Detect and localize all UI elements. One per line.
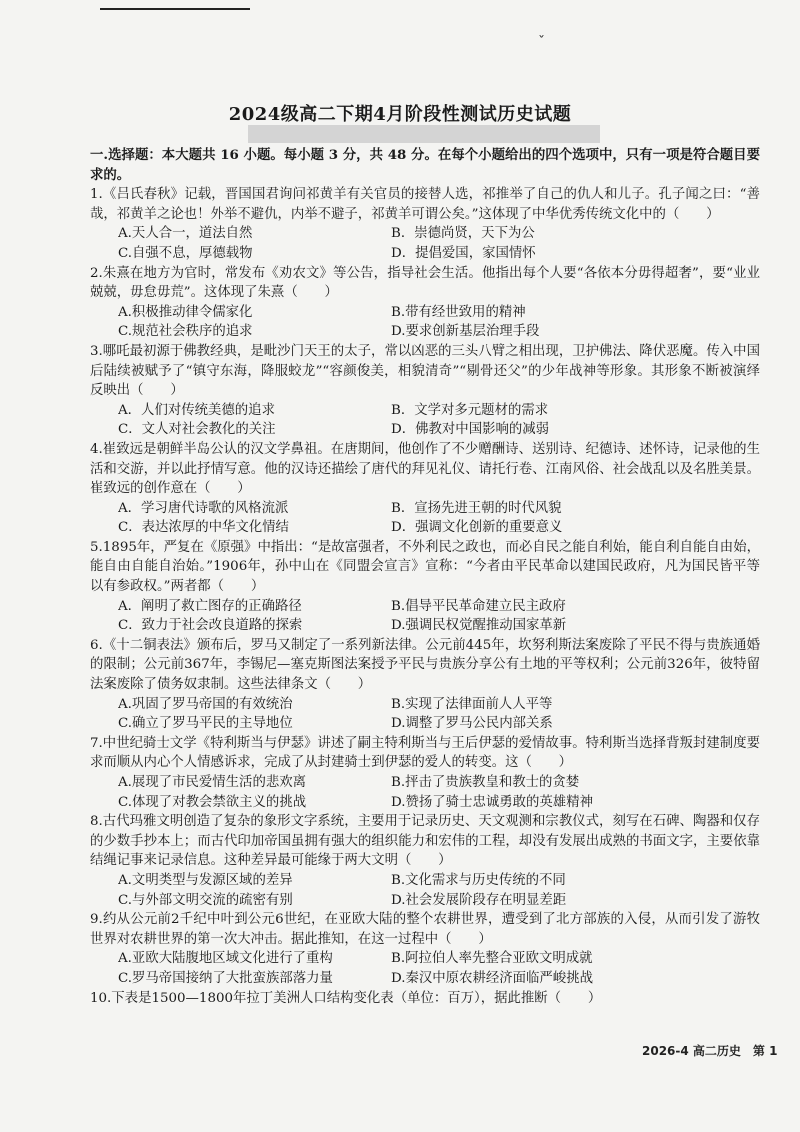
- option-D: D.强调民权觉醒推动国家革新: [391, 618, 567, 634]
- question-list: [90, 185, 760, 1008]
- option-A: A．学习唐代诗歌的风格流派: [118, 500, 289, 516]
- question-8: [90, 812, 760, 910]
- option-grid: [90, 773, 760, 812]
- question-7: [90, 734, 760, 812]
- option-C: C.规范社会秩序的追求: [118, 324, 253, 340]
- option-grid: [90, 224, 760, 263]
- option-grid: [90, 401, 760, 440]
- option-A: A.天人合一，道法自然: [118, 226, 253, 242]
- option-C: C．表达浓厚的中华文化情结: [118, 520, 289, 536]
- option-grid: [90, 303, 760, 342]
- question-10: [90, 989, 760, 1009]
- option-A: A.文明类型与发源区域的差异: [118, 872, 293, 888]
- exam-title: 2024级高二下期4月阶段性测试历史试题: [228, 104, 572, 125]
- question-5: [90, 538, 760, 636]
- option-A: A.积极推动律令儒家化: [118, 304, 253, 320]
- option-A: A.巩固了罗马帝国的有效统治: [118, 696, 293, 712]
- option-D: D.调整了罗马公民内部关系: [391, 716, 553, 732]
- question-3: [90, 342, 760, 440]
- top-mark: ˇ: [538, 34, 545, 50]
- question-stem: 2.朱熹在地方为官时，常发布《劝农文》等公告，指导社会生活。他指出每个人要“各依本分毋得超奢”，要“业业兢兢，毋怠毋荒”。这体现了朱熹（ ）: [90, 265, 760, 301]
- option-grid: [90, 871, 760, 910]
- option-A: A.展现了市民爱情生活的悲欢离: [118, 775, 307, 790]
- option-A: A.亚欧大陆腹地区域文化进行了重构: [118, 951, 333, 967]
- top-rule: [100, 8, 250, 10]
- option-D: D.要求创新基层治理手段: [391, 324, 540, 340]
- option-B: B.抨击了贵族教皇和教士的贪婪: [391, 775, 580, 790]
- option-C: C．文人对社会教化的关注: [118, 422, 276, 438]
- question-2: [90, 264, 760, 342]
- option-D: D．提倡爱国，家国情怀: [391, 245, 536, 261]
- option-A: A．人们对传统美德的追求: [118, 402, 275, 418]
- option-C: C.体现了对教会禁欲主义的挑战: [118, 794, 307, 810]
- question-1: [90, 185, 760, 263]
- question-stem: 1.《吕氏春秋》记载，晋国国君询问祁黄羊有关官员的接替人选，祁推举了自己的仇人和儿子。孔子闻之曰：“善哉，祁黄羊之论也！外举不避仇，内举不避子，祁黄羊可谓公矣。”这体现了中华优秀传统文化中的（ ）: [90, 187, 760, 222]
- option-grid: [90, 695, 760, 734]
- question-stem: 8.古代玛雅文明创造了复杂的象形文字系统，主要用于记录历史、天文观测和宗教仪式，刻写在石碑、陶器和仅存的少数手抄本上；而古代印加帝国虽拥有强大的组织能力和宏伟的工程，却没有发展出成熟的书面文字，主要依靠结绳记事来记录信息。这种差异最可能缘于两大文明（ ）: [90, 814, 760, 869]
- question-9: [90, 910, 760, 988]
- question-stem: 10.下表是1500—1800年拉丁美洲人口结构变化表（单位：百万），据此推断（ ）: [90, 990, 602, 1006]
- option-B: B.阿拉伯人率先整合亚欧文明成就: [391, 951, 593, 967]
- option-grid: [90, 499, 760, 538]
- question-stem: 7.中世纪骑士文学《特利斯当与伊瑟》讲述了嗣主特利斯当与王后伊瑟的爱情故事。特利斯当选择背叛封建制度要求而顺从内心个人情感诉求，完成了从封建骑士到伊瑟的爱人的转变。这（ ）: [90, 735, 760, 771]
- question-6: [90, 636, 760, 734]
- option-C: C.罗马帝国接纳了大批蛮族部落力量: [118, 970, 333, 986]
- question-stem: 4.崔致远是朝鲜半岛公认的汉文学鼻祖。在唐期间，他创作了不少赠酬诗、送别诗、纪德诗、述怀诗，记录他的生活和交游，并以此抒情写意。他的汉诗还描绘了唐代的拜见礼仪、请托行卷、江南风俗、社会战乱以及名胜美景。崔致远的创作意在（ ）: [90, 441, 760, 497]
- option-B: B.文化需求与历史传统的不同: [391, 872, 566, 888]
- option-B: B.倡导平民革命建立民主政府: [391, 598, 566, 614]
- option-B: B.实现了法律面前人人平等: [391, 696, 553, 712]
- option-C: C．致力于社会改良道路的探索: [118, 618, 303, 634]
- section-heading: 一.选择题：本大题共 16 小题。每小题 3 分，共 48 分。在每个小题给出的四个选项中，只有一项是符合题目要求的。: [90, 147, 760, 183]
- option-D: D．强调文化创新的重要意义: [391, 520, 563, 536]
- option-B: B．宣扬先进王朝的时代风貌: [391, 500, 562, 516]
- option-grid: [90, 949, 760, 988]
- option-B: B．文学对多元题材的需求: [391, 402, 549, 418]
- exam-content: [90, 146, 760, 1008]
- option-D: D.秦汉中原农耕经济面临严峻挑战: [391, 970, 593, 986]
- option-D: D．佛教对中国影响的减弱: [391, 422, 550, 438]
- option-C: C.确立了罗马平民的主导地位: [118, 716, 293, 732]
- question-stem: 3.哪吒最初源于佛教经典，是毗沙门天王的太子，常以凶恶的三头八臂之相出现，卫护佛法、降伏恶魔。传入中国后陆续被赋予了“镇守东海，降服蛟龙”“容颜俊美，相貌清奇”“剔骨还父”的少年战神等形象。其形象不断被演绎反映出（ ）: [90, 343, 760, 399]
- option-B: B.带有经世致用的精神: [391, 304, 526, 320]
- option-A: A．阐明了救亡图存的正确路径: [118, 598, 302, 614]
- option-C: C.与外部文明交流的疏密有别: [118, 892, 293, 908]
- option-B: B．崇德尚贤，天下为公: [391, 226, 535, 242]
- option-grid: [90, 597, 760, 636]
- option-C: C.自强不息，厚德载物: [118, 245, 253, 261]
- page-footer: 2026-4 高二历史 第 1: [642, 1044, 778, 1058]
- question-stem: 5.1895年，严复在《原强》中指出：“是故富强者，不外利民之政也，而必自民之能自利始，能自利自能自由始，能自由自能自治始。”1906年，孙中山在《同盟会宣言》宣称：“今者由平民革命以建国民政府，凡为国民皆平等以有参政权。”两者都（ ）: [90, 539, 760, 595]
- question-4: [90, 440, 760, 538]
- option-D: D.赞扬了骑士忠诚勇敢的英雄精神: [391, 794, 593, 810]
- redacted-band: [248, 125, 600, 143]
- option-D: D.社会发展阶段存在明显差距: [391, 892, 567, 908]
- question-stem: 9.约从公元前2千纪中叶到公元6世纪，在亚欧大陆的整个农耕世界，遭受到了北方部族的入侵，从而引发了游牧世界对农耕世界的第一次大冲击。据此推知，在这一过程中（ ）: [90, 912, 760, 947]
- question-stem: 6.《十二铜表法》颁布后，罗马又制定了一系列新法律。公元前445年，坎努利斯法案废除了平民不得与贵族通婚的限制；公元前367年，李锡尼—塞克斯图法案授予平民与贵族分享公有土地的平等权利；公元前326年，彼特留法案废除了债务奴隶制。这些法律条文（ ）: [90, 637, 760, 693]
